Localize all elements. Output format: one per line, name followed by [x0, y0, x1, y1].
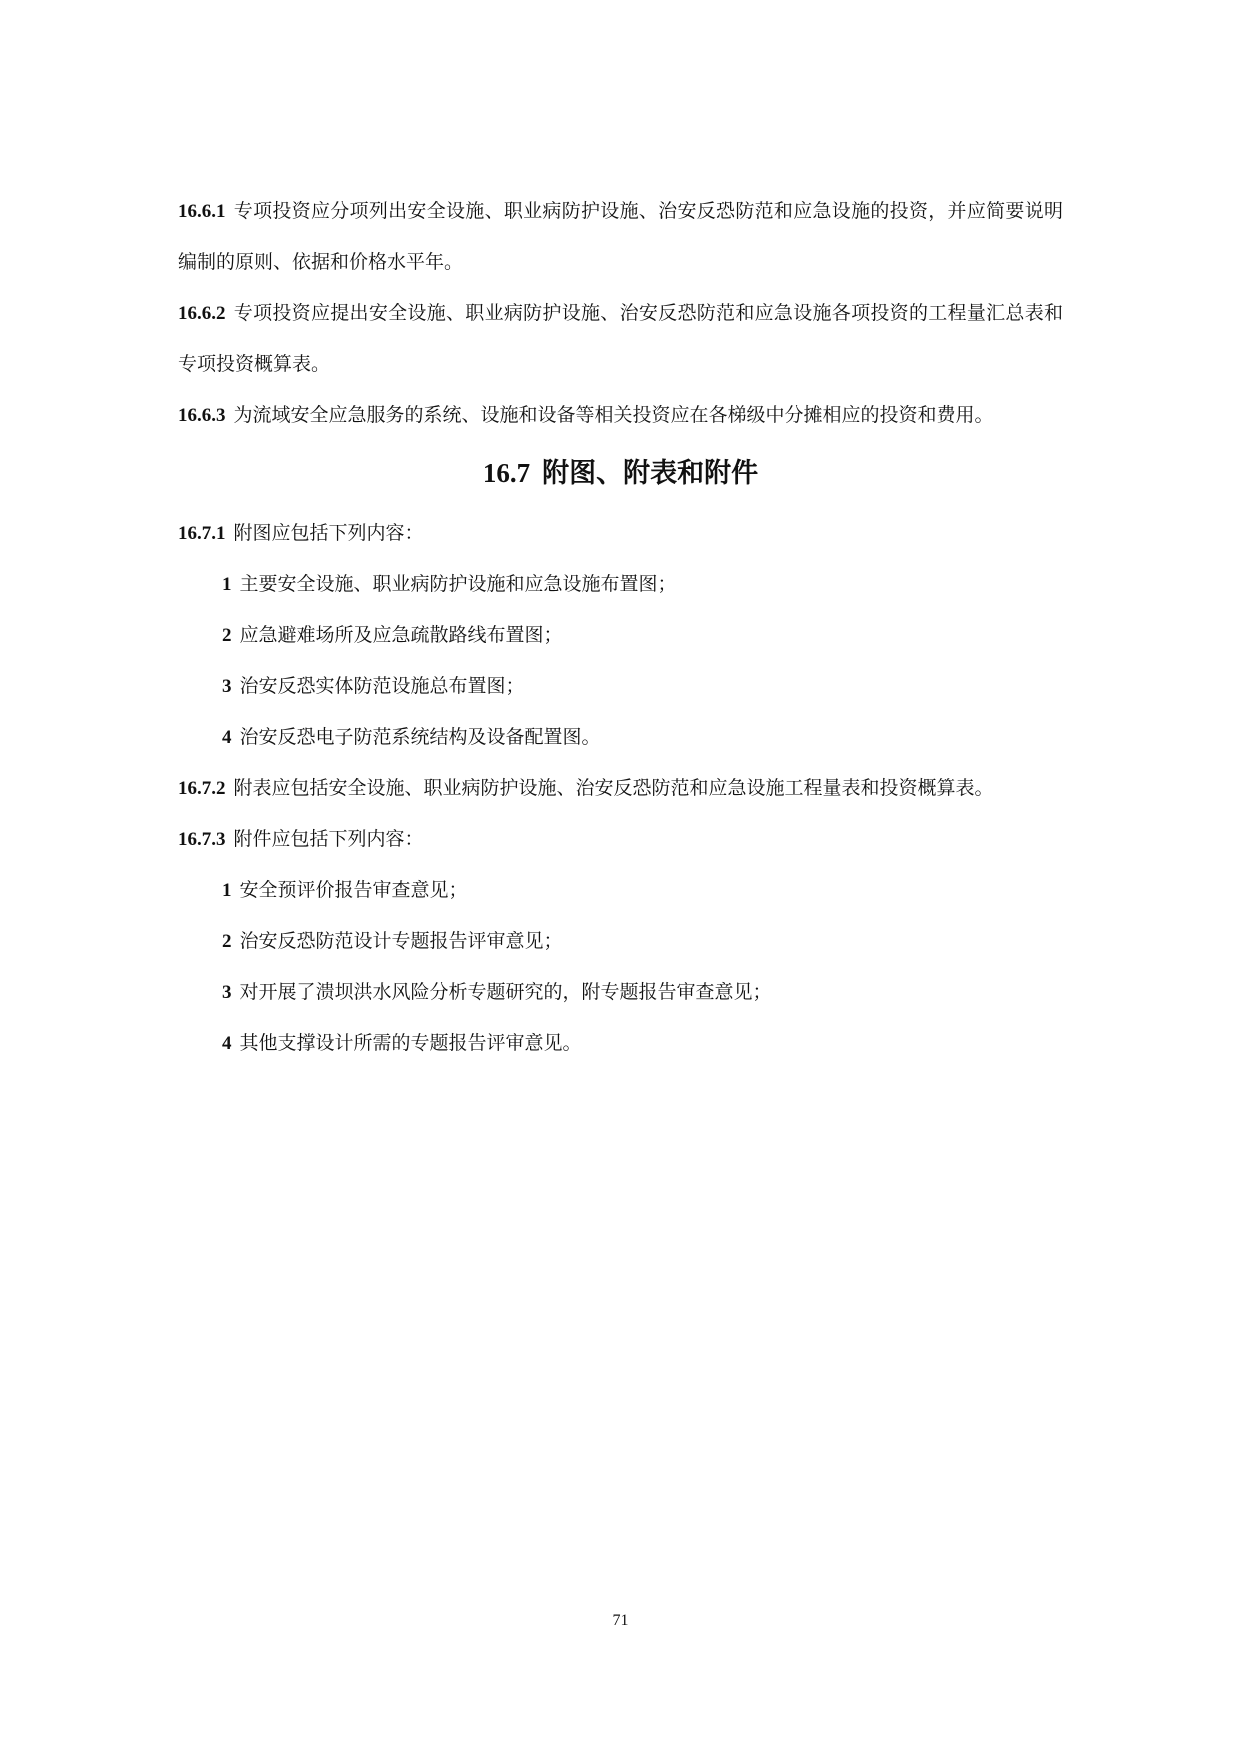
- section-heading: [178, 453, 1063, 494]
- list-item: [178, 916, 1063, 967]
- clause-16-6-1: [178, 186, 1063, 288]
- clause-text: 附图应包括下列内容：: [233, 522, 424, 544]
- clause-text: 为流域安全应急服务的系统、设施和设备等相关投资应在各梯级中分摊相应的投资和费用。: [233, 404, 994, 426]
- section-title: 附图、附表和附件: [542, 458, 759, 489]
- clause-16-7-3: [178, 814, 1063, 865]
- clause-number: 16.6.2: [178, 303, 226, 324]
- clause-text: 专项投资应提出安全设施、职业病防护设施、治安反恐防范和应急设施各项投资的工程量汇总表和专项投资概算表。: [178, 302, 1063, 375]
- item-text: 主要安全设施、职业病防护设施和应急设施布置图；: [239, 573, 677, 595]
- item-text: 应急避难场所及应急疏散路线布置图；: [239, 624, 563, 646]
- page-number: 71: [612, 1612, 629, 1629]
- item-number: 3: [222, 982, 232, 1003]
- clause-number: 16.6.1: [178, 201, 226, 222]
- item-number: 4: [222, 727, 232, 748]
- clause-number: 16.7.2: [178, 778, 226, 799]
- item-number: 4: [222, 1033, 232, 1054]
- list-item: [178, 559, 1063, 610]
- section-number: 16.7: [482, 458, 531, 488]
- list-item: [178, 610, 1063, 661]
- list-item: [178, 1018, 1063, 1069]
- item-number: 3: [222, 676, 232, 697]
- item-text: 治安反恐实体防范设施总布置图；: [239, 675, 525, 697]
- item-number: 1: [222, 574, 232, 595]
- clause-text: 附表应包括安全设施、职业病防护设施、治安反恐防范和应急设施工程量表和投资概算表。: [233, 777, 994, 799]
- item-text: 对开展了溃坝洪水风险分析专题研究的，附专题报告审查意见；: [239, 981, 772, 1003]
- item-text: 安全预评价报告审查意见；: [239, 879, 468, 901]
- clause-16-6-3: [178, 390, 1063, 441]
- clause-text: 专项投资应分项列出安全设施、职业病防护设施、治安反恐防范和应急设施的投资，并应简要说明编制的原则、依据和价格水平年。: [178, 200, 1063, 273]
- clause-number: 16.7.1: [178, 523, 226, 544]
- clause-number: 16.7.3: [178, 829, 226, 850]
- list-item: [178, 712, 1063, 763]
- list-item: [178, 865, 1063, 916]
- clause-number: 16.6.3: [178, 405, 226, 426]
- page-content: [178, 186, 1063, 1069]
- item-number: 1: [222, 880, 232, 901]
- item-number: 2: [222, 931, 232, 952]
- item-text: 治安反恐防范设计专题报告评审意见；: [239, 930, 563, 952]
- list-item: [178, 967, 1063, 1018]
- list-item: [178, 661, 1063, 712]
- clause-16-7-1: [178, 508, 1063, 559]
- item-text: 其他支撑设计所需的专题报告评审意见。: [239, 1032, 582, 1054]
- item-number: 2: [222, 625, 232, 646]
- clause-16-6-2: [178, 288, 1063, 390]
- item-text: 治安反恐电子防范系统结构及设备配置图。: [239, 726, 601, 748]
- clause-text: 附件应包括下列内容：: [233, 828, 424, 850]
- clause-16-7-2: [178, 763, 1063, 814]
